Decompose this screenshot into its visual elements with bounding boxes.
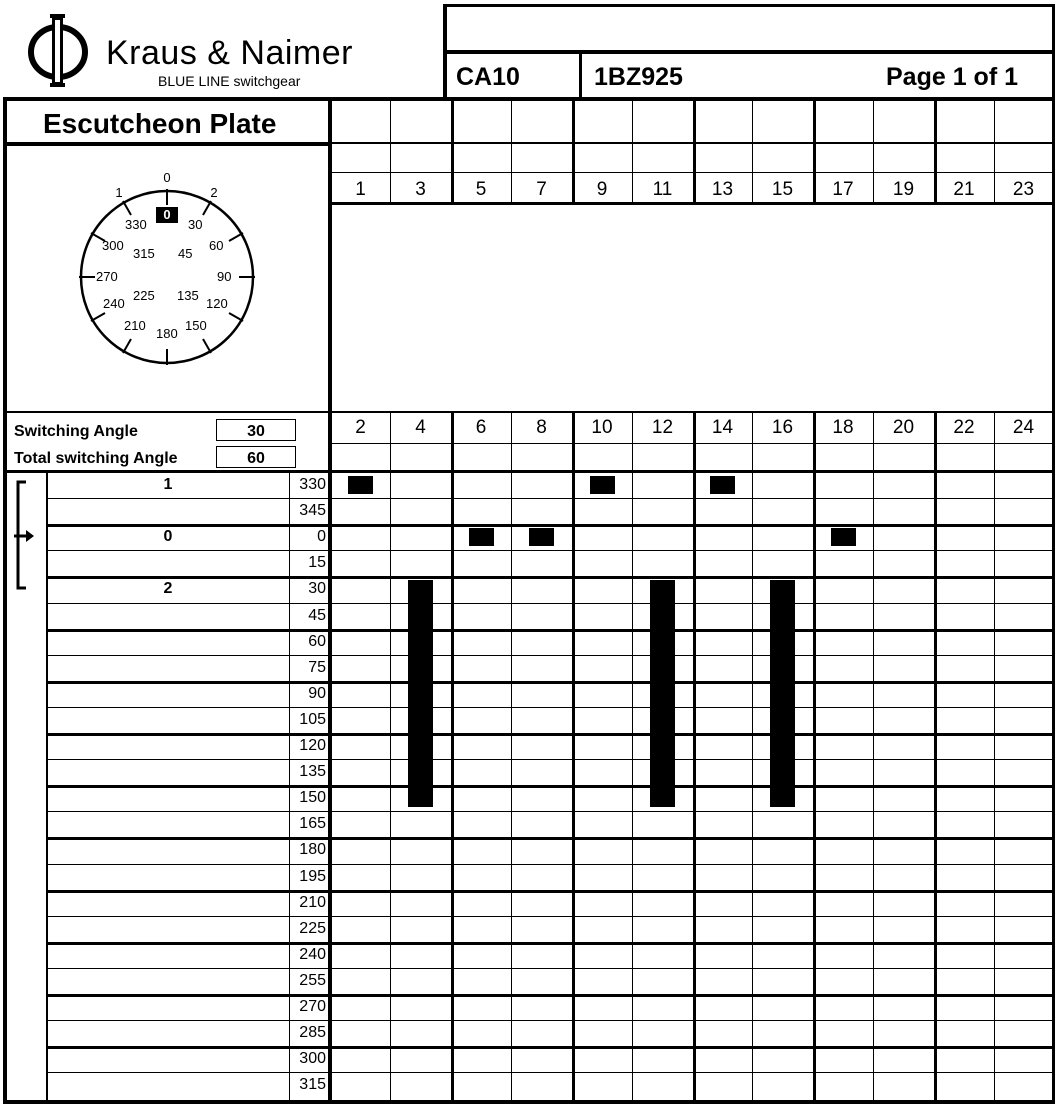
row-angle: 30 (308, 580, 326, 598)
series-code: CA10 (456, 63, 520, 91)
row-angle: 165 (299, 815, 326, 833)
row-angle: 225 (299, 919, 326, 937)
dial-angle-315: 315 (133, 246, 155, 261)
top-terminal-5: 5 (475, 179, 487, 200)
row-angle: 345 (299, 502, 326, 520)
row-angle: 210 (299, 893, 326, 911)
bottom-terminal-18: 18 (832, 417, 854, 438)
row-position: 1 (163, 476, 173, 493)
dial-angle-150: 150 (185, 318, 207, 333)
bottom-terminal-8: 8 (536, 417, 547, 438)
bottom-terminal-6: 6 (475, 417, 487, 438)
dial-angle-45: 45 (178, 246, 193, 261)
dial-angle-30: 30 (188, 217, 203, 232)
dial-label-2: 2 (210, 185, 218, 200)
contact-closed-13-14 (710, 476, 735, 494)
escutcheon-title: Escutcheon Plate (43, 108, 277, 139)
row-angle: 45 (308, 606, 326, 624)
bottom-terminal-16: 16 (771, 417, 794, 438)
brand-tagline: BLUE LINE switchgear (158, 73, 301, 89)
brand-name: Kraus & Naimer (106, 34, 353, 72)
dial-angle-60: 60 (209, 238, 224, 253)
row-position: 0 (163, 528, 173, 546)
row-angle: 285 (299, 1024, 326, 1042)
row-angle: 240 (299, 945, 326, 963)
row-angle: 180 (299, 841, 326, 859)
dial-angle-225: 225 (133, 288, 155, 303)
row-angle: 195 (299, 867, 326, 885)
row-angle: 60 (308, 632, 326, 650)
switching-angle-value: 30 (247, 423, 265, 440)
row-angle: 90 (308, 684, 326, 702)
page-number: Page 1 of 1 (886, 63, 1018, 91)
bottom-terminal-20: 20 (892, 417, 915, 438)
contact-closed-3-4 (408, 580, 433, 807)
bottom-terminal-10: 10 (591, 417, 613, 438)
row-angle: 120 (299, 737, 326, 754)
contact-closed-17-18 (831, 528, 856, 546)
contact-closed-9-10 (590, 476, 615, 494)
detent-bracket-icon (10, 478, 42, 596)
dial-angle-210: 210 (124, 318, 146, 333)
top-terminal-13: 13 (711, 179, 734, 200)
dial-angle-120: 120 (206, 296, 228, 311)
dial-label-0: 0 (163, 170, 171, 185)
row-angle: 300 (299, 1050, 326, 1068)
dial-angle-240: 240 (103, 296, 125, 311)
contact-closed-1-2 (348, 476, 373, 494)
top-terminal-17: 17 (832, 179, 854, 200)
top-terminal-23: 23 (1012, 179, 1035, 200)
total-switching-angle-label: Total switching Angle (14, 450, 178, 467)
row-angle: 270 (299, 998, 326, 1015)
contact-closed-11-12 (650, 580, 675, 807)
row-angle: 105 (299, 710, 326, 728)
top-terminal-9: 9 (596, 179, 608, 200)
dial-angle-330: 330 (125, 217, 147, 232)
contact-closed-7-8 (529, 528, 554, 546)
catalog-number: 1BZ925 (594, 63, 683, 91)
escutcheon-dial (60, 160, 275, 370)
contact-closed-15-16 (770, 580, 795, 807)
contact-closed-5-6 (469, 528, 494, 546)
top-terminal-1: 1 (355, 179, 366, 200)
row-angle: 315 (299, 1076, 326, 1094)
row-angle: 150 (299, 789, 326, 807)
bottom-terminal-14: 14 (711, 417, 734, 438)
dial-angle-180: 180 (156, 326, 178, 341)
bottom-terminal-12: 12 (651, 417, 674, 438)
bottom-terminal-2: 2 (355, 417, 366, 438)
total-switching-angle-value: 60 (247, 450, 265, 467)
row-angle: 255 (299, 971, 326, 989)
dial-active-label: 0 (163, 207, 171, 222)
bottom-terminal-24: 24 (1012, 417, 1035, 438)
row-angle: 0 (317, 528, 326, 546)
dial-label-1: 1 (115, 185, 123, 200)
row-angle: 330 (299, 476, 326, 493)
top-terminal-11: 11 (652, 179, 673, 200)
bottom-terminal-4: 4 (415, 417, 426, 438)
top-terminal-21: 21 (953, 179, 975, 200)
top-terminal-3: 3 (415, 179, 426, 200)
top-terminal-15: 15 (771, 179, 794, 200)
switching-angle-label: Switching Angle (14, 423, 138, 440)
top-terminal-7: 7 (536, 179, 547, 200)
dial-angle-90: 90 (217, 269, 232, 284)
bottom-terminal-22: 22 (953, 417, 975, 438)
row-position: 2 (163, 580, 173, 598)
brand-logo-icon (22, 12, 100, 90)
dial-angle-300: 300 (102, 238, 124, 253)
row-angle: 135 (299, 763, 326, 781)
dial-angle-135: 135 (177, 288, 199, 303)
row-angle: 15 (308, 554, 326, 572)
row-angle: 75 (308, 658, 326, 676)
top-terminal-19: 19 (892, 179, 915, 200)
dial-angle-270: 270 (96, 269, 118, 284)
